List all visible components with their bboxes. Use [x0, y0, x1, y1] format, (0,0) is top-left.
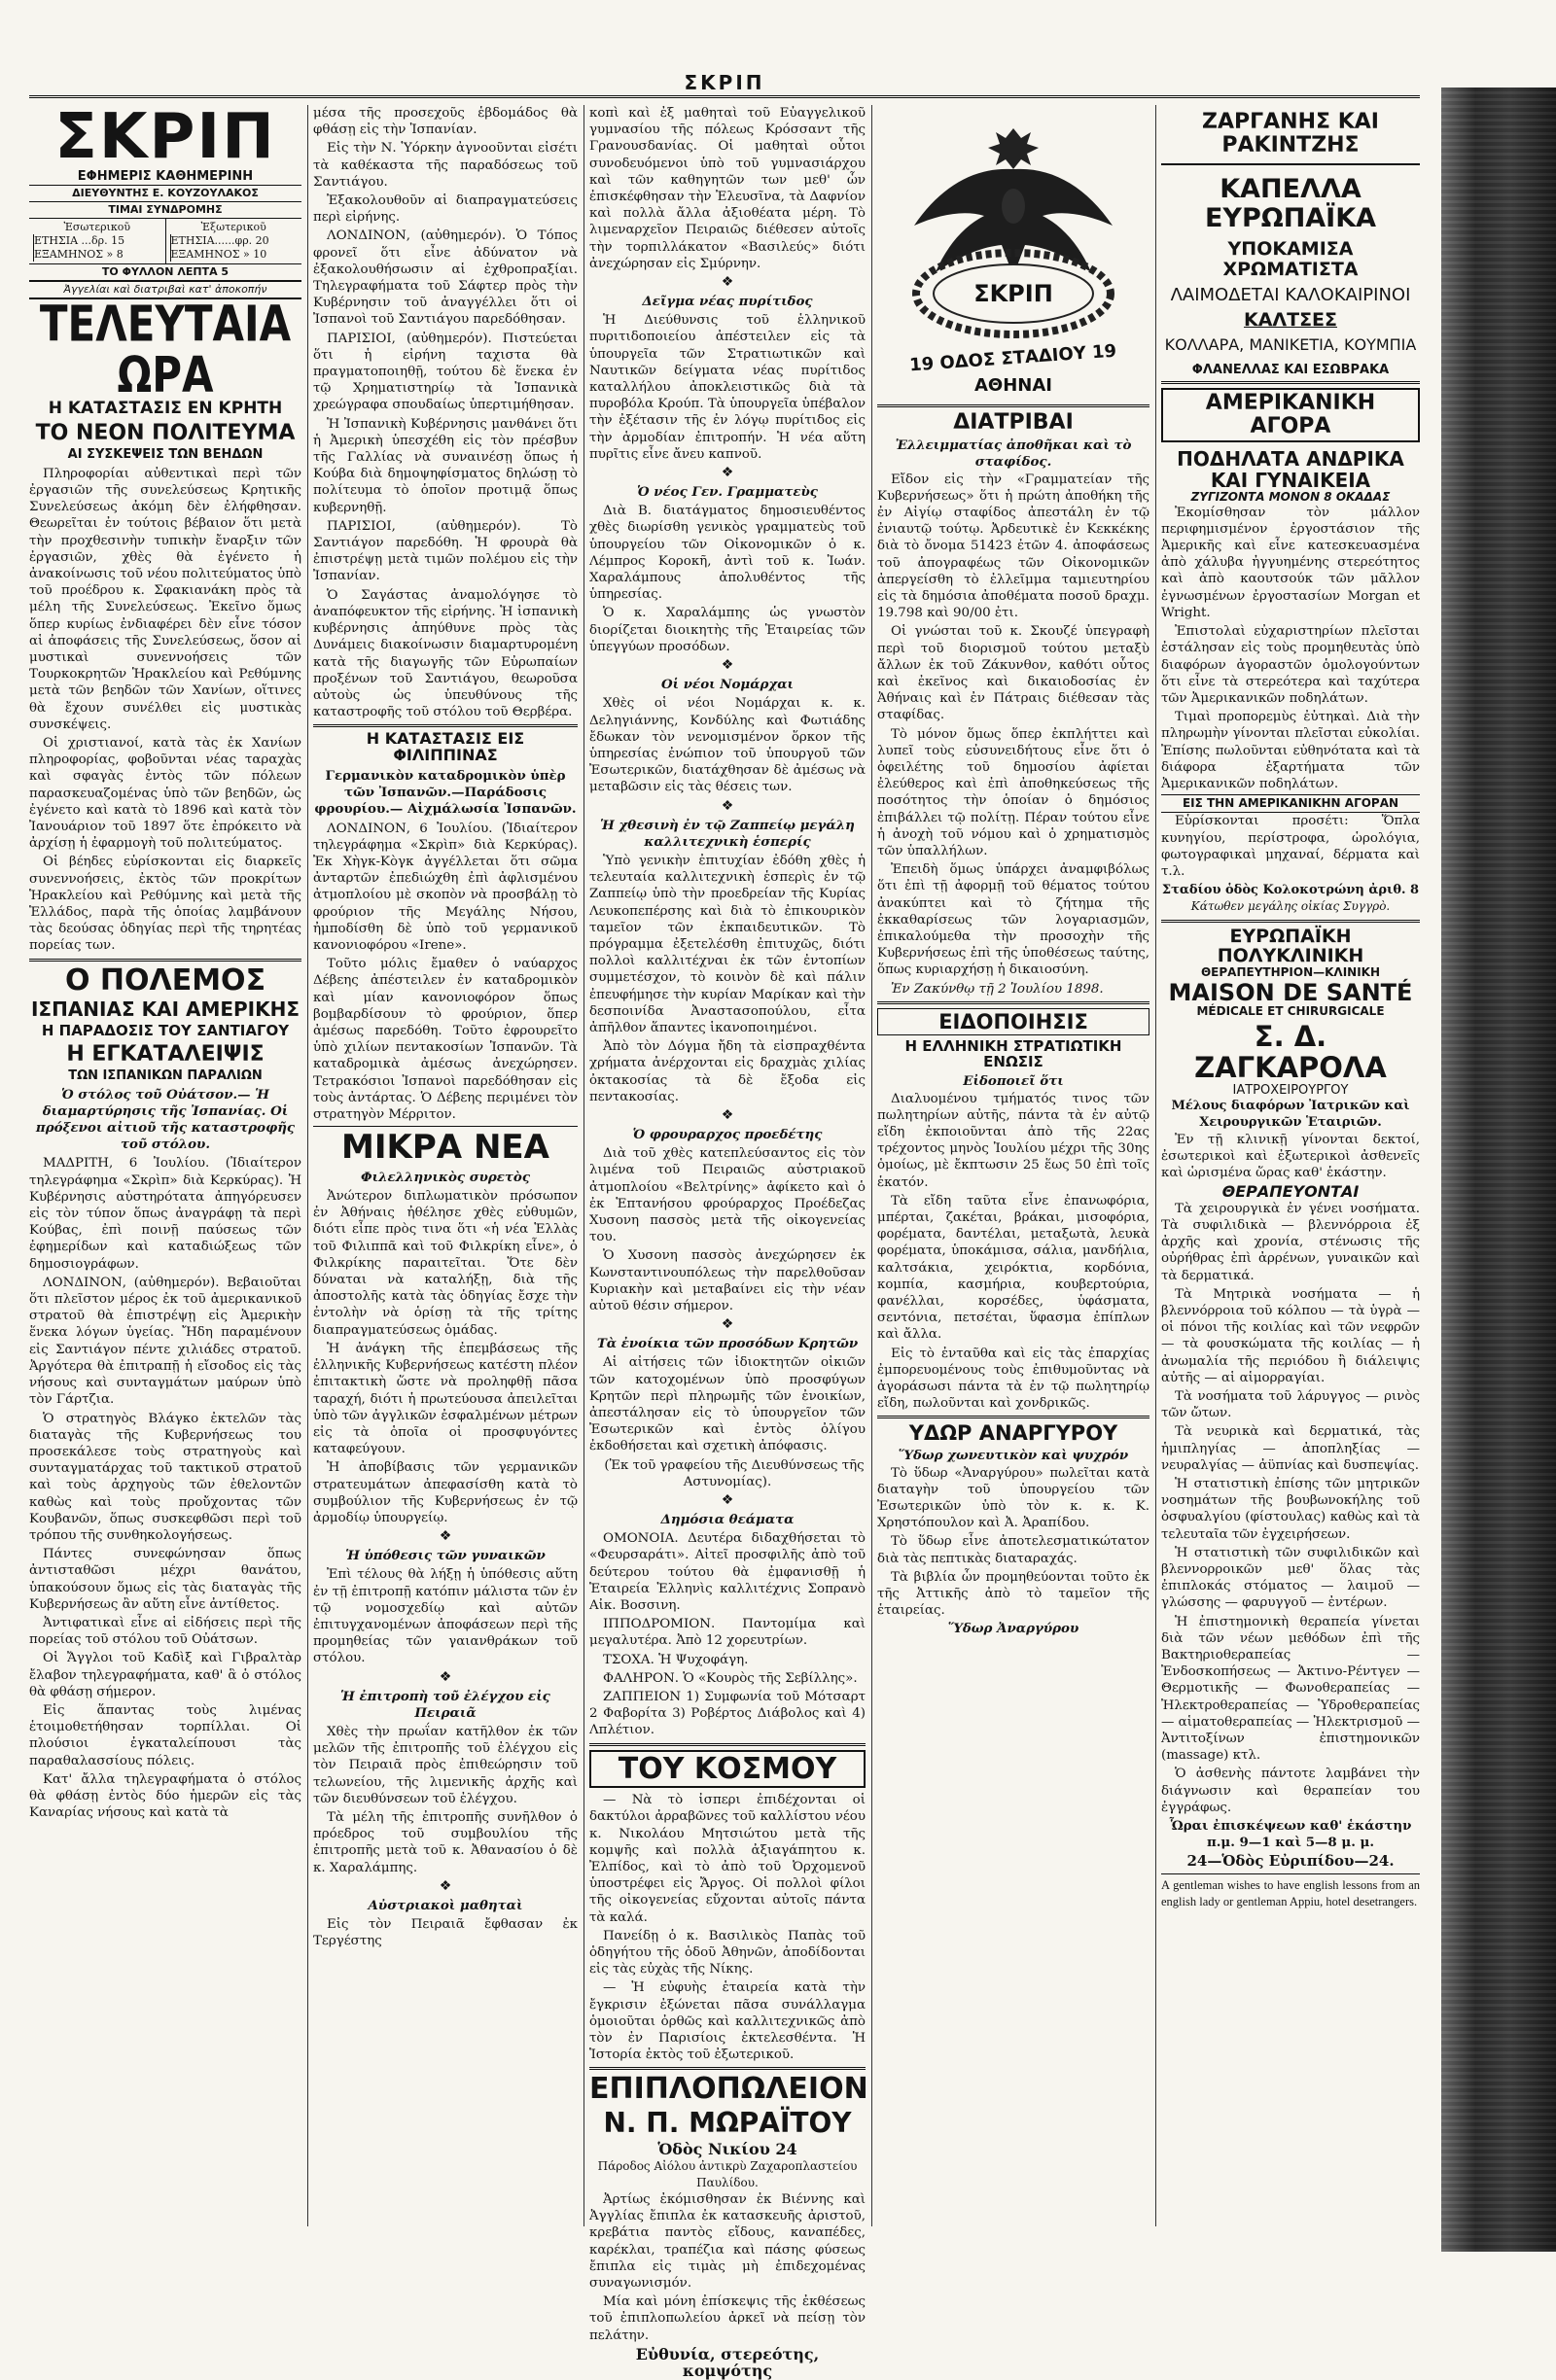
furniture-street: Ὁδὸς Νικίου 24	[657, 2140, 797, 2159]
column-5	[1161, 105, 1420, 2226]
article-paragraph: Ἐπειδὴ ὅμως ὑπάρχει ἀναμφιβόλως ὅτι ἐπὶ τῇ ἀφορμῇ τοῦ θέματος τούτου ἀνακύπτει καὶ τὸ ζήτημα τῆς ἐκκαθαρίσεως τῶν λογαριασμῶν, ἐπικαλούμεθα τὴν προσοχὴν τῆς Κυβερνήσεως ἐπὶ τῆς ὑποθέσεως ταύτης, ὅπως κυριαρχήσῃ ἡ δικαιοσύνη.	[877, 862, 1149, 978]
headline-world: ΤΟΥ ΚΟΣΜΟΥ	[589, 1750, 866, 1789]
ad-polyclinic-french-sub: MÉDICALE ET CHIRURGICALE	[1196, 1003, 1385, 1018]
ad-zarganis-line: ΛΑΙΜΟΔΕΤΑΙ ΚΑΛΟΚΑΙΡΙΝΟΙ	[1170, 284, 1411, 305]
ads-notice: Ἀγγελίαι καὶ διατριβαὶ κατ' ἀποκοπήν	[29, 282, 301, 299]
fleuron-icon: ❖	[439, 1877, 452, 1894]
ad-zarganis-line: ΚΑΛΤΣΕΣ	[1243, 309, 1338, 332]
eagle-icon	[914, 128, 1113, 276]
article-paragraph: Ἡ στατιστικὴ τῶν συφιλιδικῶν καὶ βλεννορροικῶν μεθ' ὅλας τὰς ἐπιπλοκάς στόματος — λαιμοῦ — γλώσσης — φαρυγγοῦ — ἐντέρων.	[1161, 1545, 1420, 1611]
section-title: Ἡ ὑπόθεσις τῶν γυναικῶν	[345, 1548, 546, 1564]
section-title: Ἡ ἐπιτροπὴ τοῦ ἐλέγχου εἰς Πειραιᾶ	[340, 1688, 550, 1721]
article-paragraph: Τὰ χειρουργικὰ ἐν γένει νοσήματα. Τὰ συφιλιδικὰ — βλεννόρροια ἐξ ἀρχῆς καὶ χρονία, στένωσις τῆς οὐρήθρας ἐπὶ ἀρρένων, γυναικῶν καὶ τὰ δερματικά.	[1161, 1201, 1420, 1283]
headline-therapy: ΘΕΡΑΠΕΥΟΝΤΑΙ	[1221, 1182, 1360, 1202]
article-lead: Γερμανικὸν καταδρομικὸν ὑπὲρ τῶν Ἰσπανῶν.—Παράδοσις φρουρίου.— Αἰχμάλωσία Ἰσπανῶν.	[314, 767, 577, 818]
column-4	[877, 105, 1149, 2226]
section-title: Φιλελληνικὸς συρετὸς	[360, 1169, 531, 1185]
fleuron-icon: ❖	[721, 465, 734, 481]
article-paragraph: Ἐν τῇ κλινικῇ γίνονται δεκτοί, ἐσωτερικοὶ καὶ ἐξωτερικοὶ ἀσθενεῖς καὶ ὡρισμένα ὥρας καθ' ἑκάστην.	[1161, 1132, 1420, 1180]
article-paragraph: Διαλυομένου τμήματός τινος τῶν πωλητηρίων αὐτῆς, πάντα τὰ ἐν αὐτῷ εἴδη ἐκποιοῦνται ἀπὸ τῆς 22ας τρέχοντος μηνὸς Ἰουλίου μέχρι τῆς 30ης ὁμοίως, μὲ ἔκπτωσιν 25 ἕως 50 ἐπὶ τοῖς ἑκατόν.	[877, 1091, 1149, 1190]
ad-polyclinic-doctor: Σ. Δ. ΖΑΓΚΑΡΟΛΑ	[1194, 1020, 1387, 1084]
article-paragraph: Πανείδῃ ὁ κ. Βασιλικὸς Παπὰς τοῦ ὁδηγήτου τῆς ὁδοῦ Ἀθηνῶν, ἀποδίδονται εἰς τὰς εὐχὰς τῆς Νίκης.	[589, 1928, 866, 1978]
section-title: Αὐστριακοὶ μαθηταὶ	[368, 1897, 523, 1913]
running-head: ΣΚΡΙΠ	[29, 70, 1420, 98]
subscriptions-title: ΤΙΜΑΙ ΣΥΝΔΡΟΜΗΣ	[108, 203, 223, 216]
column-3	[589, 105, 868, 2380]
article-paragraph: Ἀρτίως ἐκόμισθησαν ἐκ Βιέννης καὶ Ἀγγλίας ἔπιπλα ἐκ κατασκευῆς ἀριστοῦ, κρεβάτια παντὸς εἴδους, καναπέδες, καρέκλαι, τραπέζια καὶ πάσης φύσεως ἔπιπλα εἰς τιμὰς μὴ ἐπιδεχομένας συναγωνισμόν.	[589, 2191, 866, 2291]
article-paragraph: ΛΟΝΔΙΝΟΝ, (αὐθημερόν). Βεβαιοῦται ὅτι πλεῖστον μέρος ἐκ τοῦ ἀμερικανικοῦ στρατοῦ θὰ ἐπιστρέψῃ εἰς Ἀμερικὴν ἕνεκα λόγων ὑγείας. Ἤδη παραμένουν εἰς Σαντιάγον πέντε χιλιάδες στρατοῦ. Ἀργότερα θὰ ἐπιτραπῇ ἡ εἴσοδος εἰς τὰς νήσους καὶ συνταγμάτων μαύρων ὑπὸ τὸν Γάρτζια.	[29, 1275, 301, 1408]
section-title: Δημόσια θεάματα	[660, 1512, 795, 1528]
emblem-city: ΑΘΗΝΑΙ	[974, 375, 1052, 396]
scan-edge	[1441, 88, 1556, 2252]
fleuron-icon: ❖	[721, 1106, 734, 1123]
article-paragraph: Εἰς τὴν Ν. Ὑόρκην ἀγνοοῦνται εἰσέτι τὰ καθέκαστα τῆς παραδόσεως τοῦ Σαντιάγου.	[313, 141, 578, 190]
polyclinic-hours: Ὧραι ἐπισκέψεων καθ' ἑκάστην π.μ. 9—1 καὶ 5—8 μ. μ.	[1169, 1818, 1412, 1851]
article-paragraph: Ὁ ἀσθενὴς πάντοτε λαμβάνει τὴν διάγνωσιν καὶ θεραπείαν του ἐγγράφως.	[1161, 1767, 1420, 1815]
article-paragraph: Ἐν Ζακύνθῳ τῇ 2 Ἰουλίου 1898.	[891, 981, 1104, 997]
column-2	[313, 105, 578, 2226]
section-title: Ὁ νέος Γεν. Γραμματεὺς	[637, 484, 818, 501]
article-paragraph: Ὁ στρατηγὸς Βλάγκο ἐκτελῶν τὰς διαταγὰς τῆς Κυβερνήσεως του προσεκάλεσε τοὺς στρατηγοὺς καὶ συνταγματάρχας τοῦ τακτικοῦ στρατοῦ καὶ τοὺς ἀρχηγοὺς τῶν ἐθελοντῶν καθὼς καὶ τοὺς προὔχοντας τῶν Κουβανῶν, ὅπως συσκεφθῶσι περὶ τοῦ τρόπου τῆς συνθηκολογήσεως.	[29, 1411, 301, 1543]
english-lessons-ad: A gentleman wishes to have english lessons from an english lady or gentleman Appiu, hotel desetrangers.	[1161, 1877, 1420, 1908]
fleuron-icon: ❖	[721, 1316, 734, 1333]
article-paragraph: Εἰς τὸν Πειραιᾶ ἔφθασαν ἐκ Τεργέστης	[313, 1916, 578, 1949]
column-rule	[307, 105, 308, 2226]
ad-zarganis-name: ΖΑΡΓΑΝΗΣ ΚΑΙ ΡΑΚΙΝΤΖΗΣ	[1161, 105, 1420, 165]
headline-abandon: Η ΕΓΚΑΤΑΛΕΙΨΙΣ	[66, 1041, 265, 1067]
headline-coasts: ΤΩΝ ΙΣΠΑΝΙΚΩΝ ΠΑΡΑΛΙΩΝ	[68, 1068, 263, 1083]
article-paragraph: Τὸ μόνον ὅμως ὅπερ ἐκπλήττει καὶ λυπεῖ τοὺς εὐσυνειδήτους εἶνε ὅτι ὁ ὀφειλέτης τοῦ δημοσίου ἀφίεται ἐλεύθερος καὶ ἐπὶ ἀποθηκεύσεως τῆς ποσότητος τὴν ὁποίαν ὁ δημόσιος ἐπιβάλλει τῷ πολίτῃ. Πέραν τούτου εἶνε ἡ ἀνοχὴ τοῦ νόμου καὶ ὁ χρηματισμὸς τῶν ὑπαλλήλων.	[877, 726, 1149, 858]
interior-semi: ΕΞΑΜΗΝΟΣ » 8	[33, 248, 161, 262]
section-title: Οἱ νέοι Νομάρχαι	[660, 677, 795, 693]
article-paragraph: Χθὲς οἱ νέοι Νομάρχαι κ. κ. Δεληγιάννης, Κονδύλης καὶ Φωτιάδης ἔδωκαν τὸν νενομισμένον ὅρκον τῆς ὑπηρεσίας ἐνώπιον τοῦ ὑπουργοῦ τῶν Ἐσωτερικῶν, διατάχθησαν δὲ ἀμέσως νὰ μεταβῶσιν εἰς τὰς θέσεις των.	[589, 696, 866, 795]
article-paragraph: Οἱ γνώσται τοῦ κ. Σκουζέ ὑπεγραφὴ περὶ τοῦ διορισμοῦ τούτου μεταξὺ ἄλλων ἐκ τοῦ Ζάκυνθον, καθότι οὗτος καὶ ἐκεῖνος καὶ δικαιοδοσίας ἐν Ἀθήναις καὶ ἐν Πάτραις διέθεσαν τὰς σταφίδας.	[877, 624, 1149, 723]
article-paragraph: Ἐπὶ τέλους θὰ λήξῃ ἡ ὑπόθεσις αὕτη ἐν τῇ ἐπιτροπῇ κατόπιν μάλιστα τῶν ἐν τῷ νομοσχεδίῳ καὶ αὐτῶν ἐπιτυγχανομένων ἀποφάσεων περὶ τῆς προμηθείας τῶν γαιανθράκων τοῦ στόλου.	[313, 1567, 578, 1666]
article-paragraph: Μία καὶ μόνη ἐπίσκεψις τῆς ἐκθέσεως τοῦ ἐπιπλοπωλείου ἀρκεῖ νὰ πείσῃ τὸν πελάτην.	[589, 2294, 866, 2343]
article-paragraph: Πάντες συνεφώνησαν ὅπως ἀντισταθῶσι μέχρι θανάτου, ὑπακούσουν ὅμως εἰς τὰς διαταγὰς τῆς Κυβερνήσεως ἂν αὕτη εἶνε ἀντίθετος.	[29, 1547, 301, 1612]
exterior-annual: ΕΤΗΣΙΑ......φρ. 20	[170, 234, 299, 248]
subscription-prices	[29, 218, 301, 264]
article-paragraph: Ὁ κ. Χαραλάμπης ὡς γνωστὸν διορίζεται διοικητὴς τῆς Ἑταιρείας τῶν ὑπεγγύων προσόδων.	[589, 606, 866, 654]
ad-polyclinic-name: ΕΥΡΩΠΑΪΚΗ ΠΟΛΥΚΛΙΝΙΚΗ	[1217, 925, 1364, 967]
masthead-subtitle: ΕΦΗΜΕΡΙΣ ΚΑΘΗΜΕΡΙΝΗ	[77, 169, 254, 184]
exterior-label: Ἐξωτερικοῦ	[200, 221, 266, 233]
headline-beys: ΑΙ ΣΥΣΚΕΨΕΙΣ ΤΩΝ ΒΕΗΔΩΝ	[67, 447, 264, 463]
water-sub: Ὕδωρ χωνευτικὸν καὶ ψυχρόν	[898, 1448, 1129, 1464]
article-paragraph: Ἡ ἀνάγκη τῆς ἐπεμβάσεως τῆς ἑλληνικῆς Κυβερνήσεως κατέστη πλέον ἐπιτακτικὴ ὥστε νὰ προληφθῇ πᾶσα ταραχή, διότι ἡ πρωτεύουσα ἀπειλεῖται ὑπὸ τῶν ἀγγλικῶν ἐσφαλμένων μέτρων εἰς τὰ ὁποῖα οἱ προσφυγόντες καταφεύγουν.	[313, 1341, 578, 1457]
water-sign: Ὕδωρ Ἀναργύρου	[947, 1621, 1079, 1637]
furniture-slogan: Εὐθυνία, στερεότης, κομψότης	[635, 2344, 820, 2380]
headline-war: Ο ΠΟΛΕΜΟΣ	[64, 962, 266, 998]
headline-philippines: Η ΚΑΤΑΣΤΑΣΙΣ ΕΙΣ ΦΙΛΙΠΠΙΝΑΣ	[366, 729, 525, 765]
interior-label: Ἐσωτερικοῦ	[63, 221, 131, 233]
article-paragraph: Χθὲς τὴν πρωΐαν κατῆλθον ἐκ τῶν μελῶν τῆς ἐπιτροπῆς τοῦ ἐλέγχου εἰς τὸν Πειραιᾶ πρὸς ἐπιθεώρησιν τοῦ τελωνείου, τῆς λιμενικῆς ἀρχῆς καὶ τῶν διευθύνσεων τοῦ ἐλέγχου.	[313, 1724, 578, 1806]
article-paragraph: Ἡ ἀποβίβασις τῶν γερμανικῶν στρατευμάτων ἀπεφασίσθη κατὰ τὸ συμβούλιον τῆς Κυβερνήσεως ἐν τῷ ἀρμοδίῳ ὑπουργείῳ.	[313, 1460, 578, 1525]
section-title: Τὰ ἐνοίκια τῶν προσόδων Κρητῶν	[596, 1336, 859, 1352]
masthead-director: ΔΙΕΥΘΥΝΤΗΣ Ε. ΚΟΥΖΟΥΛΑΚΟΣ	[29, 185, 301, 202]
headline-to-agora: ΕΙΣ ΤΗΝ ΑΜΕΡΙΚΑΝΙΚΗΝ ΑΓΟΡΑΝ	[1161, 794, 1420, 813]
headline-small-news: ΜΙΚΡΑ ΝΕΑ	[341, 1128, 549, 1168]
ad-polyclinic-doctor-sub: Μέλους διαφόρων Ἰατρικῶν καὶ Χειρουργικῶν Ἑταιριῶν.	[1171, 1099, 1410, 1131]
masthead-title: ΣΚΡΙΠ	[54, 101, 276, 173]
article-paragraph: Αἱ αἰτήσεις τῶν ἰδιοκτητῶν οἰκιῶν τῶν κατοχομένων ὑπὸ προσφύγων Κρητῶν περὶ πληρωμῆς τῶν ἐνοικίων, ἀπεστάλησαν εἰς τὸ ὑπουργεῖον τῶν Ἐσωτερικῶν καὶ ἐντὸς ὀλίγου ἐκδοθήσεται καὶ σχετικὴ ἀπόφασις.	[589, 1355, 866, 1454]
ad-zarganis-line: ΚΟΛΛΑΡΑ, ΜΑΝΙΚΕΤΙΑ, ΚΟΥΜΠΙΑ	[1164, 335, 1417, 355]
headline-santiago: Η ΠΑΡΑΔΟΣΙΣ ΤΟΥ ΣΑΝΤΙΑΓΟΥ	[41, 1022, 290, 1040]
article-paragraph: Τὰ μέλη τῆς ἐπιτροπῆς συνῆλθον ὁ πρόεδρος τοῦ συμβουλίου τῆς ἐπιτροπῆς μετὰ τοῦ κ. Ἀθανασίου ὁ δὲ κ. Χαραλάμπης.	[313, 1809, 578, 1875]
article-paragraph: Τιμαὶ προπορεμὺς ἐὐτηκαὶ. Διὰ τὴν πληρωμὴν γίνονται πλεῖσται εὐκολίαι. Ἐπίσης πωλοῦνται εὐθηνότατα καὶ τὰ διάφορα ἐξαρτήματα τῶν Ἀμερικανικῶν ποδηλάτων.	[1161, 710, 1420, 791]
ad-polyclinic-doctor-title: ΙΑΤΡΟΧΕΙΡΟΥΡΓΟΥ	[1232, 1082, 1349, 1098]
article-paragraph: Πληροφορίαι αὐθεντικαὶ περὶ τῶν ἐργασιῶν τῆς συνελεύσεως Κρητικῆς Συνελεύσεως ἀκόμη δὲν ἐλήφθησαν. Θεωρεῖται ἐν τούτοις βέβαιον ὅτι μετὰ τὴν προχθεσινὴν τυπικὴν ἔναρξιν τῶν ἐργασιῶν, χθὲς θὰ ἐγένετο ἡ ἀνακοίνωσις τοῦ νέου πολιτεύματος ὑπὸ τοῦ προέδρου κ. Σφακιανάκη πρὸς τὰ μέλη τῆς Συνελεύσεως. Ἐκεῖνο ὅμως ὅπερ κυρίως ἐνδιαφέρει δὲν εἶνε τόσον αἱ ἀποφάσεις τῆς Συνελεύσεως, ὅσον αἱ μυστικαὶ συνεννοήσεις τῶν Τουρκοκρητῶν Ἡρακλείου καὶ Ρεθύμνης μετὰ τῶν βεηδῶν τῶν Χανίων, οἵτινες θὰ ἔχουν συνέλθει εἰς μυστικὰς συνσκέψεις.	[29, 466, 301, 732]
column-rule	[871, 105, 872, 2226]
headline-furniture: ΕΠΙΠΛΟΠΩΛΕΙΟΝ	[589, 2072, 868, 2107]
section-title: Δεῖγμα νέας πυρίτιδος	[642, 294, 813, 310]
army-sub: Εἰδοποιεῖ ὅτι	[963, 1073, 1064, 1090]
american-market-address: Σταδίου ὁδὸς Κολοκοτρώνη ἀριθ. 8	[1161, 883, 1420, 898]
interior-annual: ΕΤΗΣΙΑ ...δρ. 15	[33, 234, 161, 248]
fleuron-icon: ❖	[721, 797, 734, 814]
section-title: Ὁ φρουραρχος προεδέτης	[632, 1126, 823, 1142]
article-paragraph: Διὰ τοῦ χθὲς κατεπλεύσαντος εἰς τὸν λιμένα τοῦ Πειραιῶς αὐστριακοῦ ἀτμοπλοίου «Βελτρίνης» ἀφίκετο καὶ ὁ ἐκ Ἑπτανήσου φρούραρχος Προέδεζας Χυσονη πασσὸς μετὰ τῆς οἰκογενείας του.	[589, 1146, 866, 1245]
ad-zarganis-line: ΚΑΠΕΛΛΑ ΕΥΡΩΠΑΪΚΑ	[1204, 174, 1377, 234]
article-paragraph: ΛΟΝΔΙΝΟΝ, (αὐθημερόν). Ὁ Τόπος φρονεῖ ὅτι εἶνε ἀδύνατον νὰ ἐξακολουθήσωσιν αἱ ἐχθροπραξίαι. Τηλεγραφήματα τοῦ Σάφτερ πρὸς τὴν Κυβέρνησιν τοῦ ἀναγγέλλει ὅτι οἱ Ἰσπανοὶ τοῦ Σαντιάγου παρεδόθησαν.	[313, 228, 578, 328]
interior-prices	[29, 219, 165, 263]
article-lead: Ὁ στόλος τοῦ Οὐάτσον.— Ἡ διαμαρτύρησις τῆς Ἰσπανίας. Οἱ πρόξενοι αἰτιοῦ τῆς καταστροφῆς τοῦ στόλου.	[35, 1086, 296, 1153]
eagle-emblem-icon	[887, 109, 1140, 401]
article-paragraph: Εἰς τὸ ἐνταῦθα καὶ εἰς τὰς ἐπαρχίας ἐμπορευομένους τοὺς ἐπιθυμοῦντας νὰ ἀγοράσωσι πάντα τὰ ἐν τῷ πωλητηρίῳ εἴδη, πωλοῦνται καὶ χονδρικῶς.	[877, 1346, 1149, 1412]
article-paragraph: — Νὰ τὸ ἰσπερι ἐπιδέχονται οἱ δακτύλοι ἀρραβῶνες τοῦ καλλίστου νέου κ. Νικολάου Μητσιώτου μετὰ τῆς κομψῆς καὶ πολλὰ ἀξιαγάπητου κ. Ἐλπίδος, καὶ τὸ ἀπὸ τοῦ Ὀρχομενοῦ ὑποστρέφει εἰς Ἄργος. Οἱ πολλοὶ φίλοι τῆς οἰκογενείας εὔχονται αὐτοῖς πάντα τὰ καλά.	[589, 1793, 866, 1925]
article-paragraph: ΛΟΝΔΙΝΟΝ, 6 Ἰουλίου. (Ἰδιαίτερον τηλεγράφημα «Σκρὶπ» διὰ Κερκύρας). Ἐκ Χὴγκ-Κὸγκ ἀγγέλλεται ὅτι σῶμα ἀνταρτῶν ἐπεδιώχθη ἐπὶ ἀφλισμένου ἀτμοπλοίου μὲ σκοπὸν νὰ προσβάλῃ τὸ φρούριον τῆς Μεγάλης Νήσου, ἠμποδίσθη δὲ ὑπὸ τοῦ γερμανικοῦ κανονιοφόρου «Irene».	[313, 821, 578, 953]
polyclinic-address: 24—Ὁδὸς Εὐριπίδου—24.	[1186, 1852, 1395, 1871]
article-paragraph: Τὰ Μητρικὰ νοσήματα — ἡ βλεννόρροια τοῦ κόλπου — τὰ ὑγρὰ — οἱ πόνοι τῆς κοιλίας καὶ τῶν νεφρῶν — τὰ φουσκώματα τῆς κοιλίας — ἡ ἀνωμαλία τῆς περιόδου ἢ διάλειψις αὐτῆς — αἱ αἱμορραγίαι.	[1161, 1286, 1420, 1385]
exterior-prices	[165, 219, 302, 263]
article-paragraph: Ἡ ἐπιστημονικὴ θεραπεία γίνεται διὰ τῶν νέων μεθόδων ἐπὶ τῆς Βακτηριοθεραπείας — Ἐνδοσκοπήσεως — Ἀκτινο-Ρέντγεν — Θερμοτικῆς — Φωνοθεραπείας — Ἠλεκτροθεραπείας — Ὑδροθεραπείας — αἱματοθεραπείας — Ἠλεκτρισμοῦ — Ἀντιτοξίνων ἐπιστημονικῶν (massage) κτλ.	[1161, 1614, 1420, 1764]
article-paragraph: Ἐπιστολαὶ εὐχαριστηρίων πλεῖσται ἐστάλησαν εἰς τοὺς προμηθευτὰς ὑπὸ διαφόρων ἀγοραστῶν ὁμολογούντων ὅτι εἶνε τὰ στερεότερα καὶ ταχύτερα τῶν Ἀμερικανικῶν ποδηλάτων.	[1161, 624, 1420, 706]
article-paragraph: Τὸ ὕδωρ εἶνε ἀποτελεσματικώτατον διὰ τὰς πεπτικὰς διαταραχάς.	[877, 1534, 1149, 1566]
article-paragraph: Ὑπὸ γενικὴν ἐπιτυχίαν ἐδόθη χθὲς ἡ τελευταία καλλιτεχνικὴ ἑσπερὶς ἐν τῷ Ζαππείῳ ὑπὸ τὴν προεδρείαν τῆς Κυρίας Λευκοπεπέρσης καὶ διὰ τὸ ἐπικουρικὸν ταμεῖον τῶν ἐκπαιδευτικῶν. Τὸ πρόγραμμα ἐξετελέσθη ἐπιτυχῶς, διότι πολλοὶ καλλιτέχναι ἐκ τῶν ἐντοπίων συμμετέσχον, τὸ κοινὸν δὲ καὶ πάλιν ἐπευφήμησε τὴν κυρίαν Μαρίκαν καὶ τὴν δεσποινίδα Ἀναστασοπούλου, εἶτα ἀπῆλθον ἅπαντες ἱκανοποιημένοι.	[589, 853, 866, 1035]
article-paragraph: μέσα τῆς προσεχοῦς ἑβδομάδος θὰ φθάσῃ εἰς τὴν Ἰσπανίαν.	[313, 106, 578, 138]
article-paragraph: Οἱ Ἄγγλοι τοῦ Καδὶξ καὶ Γιβραλτὰρ ἔλαβον τηλεγραφήματα, καθ' ἃ ὁ στόλος θὰ φθάσῃ σήμερον.	[29, 1651, 301, 1699]
article-paragraph: Ὁ Χυσονη πασσὸς ἀνεχώρησεν ἐκ Κωνσταντινουπόλεως τὴν παρελθοῦσαν Κυριακὴν καὶ μεταβαίνει εἰς τὴν νέαν αὐτοῦ θέσιν σήμερον.	[589, 1248, 866, 1313]
article-paragraph: Τὰ εἴδη ταῦτα εἶνε ἐπανωφόρια, μπέρται, ζακέται, βράκαι, μισοφόρια, φορέματα, δαντέλαι, μεταξωτὰ, λευκὰ φορέματα, ὑποκάμισα, σάλια, μανδήλια, καλτσάκια, χειρόκτια, κορδόνια, κομπία, κασμήρια, κουβερτούρια, φανέλλαι, κορσέδες, ὑφάσματα, σεντόνια, πετσέται, ὕφασμα ἐπίπλων καὶ ἄλλα.	[877, 1193, 1149, 1343]
article-paragraph: Τὰ νευρικὰ καὶ δερματικά, τὰς ἡμιπληγίας — ἀποπληξίας — νευραλγίας — ἀϋπνίας καὶ δυσπεψίας.	[1161, 1424, 1420, 1473]
article-paragraph: Ὁ Σαγάστας ἀναμολόγησε τὸ ἀναπόφευκτον τῆς εἰρήνης. Ἡ ἰσπανικὴ κυβέρνησις ἀπηύθυνε πρὸς τὰς Δυνάμεις διακοίνωσιν διαμαρτυρομένη κατὰ τῆς διαγωγῆς τῶν Εὐρωπαίων προξένων τοῦ Σαντιάγου, θεωροῦσα αὐτοὺς ὡς ὑπευθύνους τῆς καταστροφῆς τοῦ στόλου τοῦ Θερβέρα.	[313, 587, 578, 720]
article-paragraph: Ἡ Ἰσπανικὴ Κυβέρνησις μανθάνει ὅτι ἡ Ἀμερικὴ ὑπεσχέθη εἰς τὸν πρέσβυν τῆς Γαλλίας νὰ συναινέσῃ ὅπως ἡ Κούβα διὰ δημοψηφίσματος δηλώσῃ τὸ πολίτευμα τὸ ὁποῖον προτιμᾷ ὅπως κυβερνηθῇ.	[313, 416, 578, 515]
newspaper-page	[29, 78, 1420, 2380]
ad-polyclinic-french: MAISON DE SANTÉ	[1168, 978, 1413, 1006]
fleuron-icon: ❖	[721, 657, 734, 674]
emblem-address: 19 ΟΔΟΣ ΣΤΑΔΙΟΥ 19	[908, 340, 1117, 376]
article-paragraph: Τὰ βιβλία ὧν προμηθεύονται τοῦτο ἐκ τῆς Ἀττικῆς ἀπὸ τὸ ταμεῖον τῆς ἑταιρείας.	[877, 1569, 1149, 1619]
article-paragraph: Τὰ νοσήματα τοῦ λάρυγγος — ρινὸς τῶν ὤτων.	[1161, 1389, 1420, 1421]
article-paragraph: (Ἐκ τοῦ γραφείου τῆς Διευθύνσεως τῆς Αστυνομίας).	[604, 1457, 865, 1489]
article-paragraph: Ἐξακολουθοῦν αἱ διαπραγματεύσεις περὶ εἰρήνης.	[313, 193, 578, 226]
article-paragraph: ΟΜΟΝΟΙΑ. Δευτέρα διδαχθήσεται τὸ «Φευρσαράτι». Αἰτεῖ προσφιλῆς ἀπὸ τοῦ δεύτερου τούτου θὰ ἐμφανισθῇ ἡ Ἑταιρεία Ἑλληνὶς καλλιτέχνις Σοπρανὸ Αἰκ. Βοσσινη.	[589, 1531, 866, 1614]
article-paragraph: Ἀνώτερον διπλωματικὸν πρόσωπον ἐν Ἀθήναις ἠθέλησε χθὲς εὐθυμῶν, διότι εἶπε πρὸς τινα ὅτι «ἡ νέα Ἑλλὰς τοῦ Φιλιππᾶ καὶ τοῦ Φιλκρίκη εἶνε», ὁ Φιλκρίκης παραιτεῖται. Ὅτε δὲν δύναται νὰ καταλήξῃ, διὰ τῆς ἀποστολῆς κατὰ τὰς ὁδηγίας ἔσχε τὴν ἐντολὴν νὰ ὁρίσῃ τὰ τῆς τρίτης διαπραγματεύσεως ὁμάδας.	[313, 1189, 578, 1338]
article-paragraph: Οἱ χριστιανοί, κατὰ τὰς ἐκ Χανίων πληροφορίας, φοβοῦνται νέας ταραχὰς καὶ σφαγὰς ἐντὸς τῶν πόλεων παρασκευαζομένας ὑπὸ τῶν βεηδῶν, ὡς ἐγένετο καὶ κατὰ τὸ 1896 καὶ κατὰ τὸν Ἰανουάριον τοῦ 1897 ὅτε ἐπρόκειτο νὰ ἀρχίσῃ ἡ ἐφαρμογὴ τοῦ πολιτεύματος.	[29, 736, 301, 852]
issue-price: ΤΟ ΦΥΛΛΟΝ ΛΕΠΤΑ 5	[29, 264, 301, 282]
exterior-semi: ΕΞΑΜΗΝΟΣ » 10	[170, 248, 299, 262]
headline-diatribes: ΔΙΑΤΡΙΒΑΙ	[953, 410, 1074, 435]
headline-new-regime: ΤΟ ΝΕΟΝ ΠΟΛΙΤΕΥΜΑ	[35, 421, 296, 446]
article-paragraph: ΤΣΟΧΑ. Ἡ Ψυχοφάγη.	[603, 1652, 749, 1667]
article-paragraph: Τοῦτο μόλις ἔμαθεν ὁ ναύαρχος Δέβεης ἀπέστειλεν ἐν καταδρομικὸν καὶ μίαν κανονιοφόρον ὅπως βομβαρδίσουν τὸ φρούριον, ὅπερ ἀμέσως παρεδόθη. Τοῦτο ἐφρουρεῖτο ὑπὸ χιλίων πεντακοσίων Ἰσπανῶν. Τὰ καταδρομικὰ ἀμέσως ἀνεχώρησεν. Τετρακόσιοι Ἰσπανοὶ παρεδόθησαν εἰς τοὺς ἀντάρτας. Ὁ Δέβεης περιμένει τὸν στρατηγὸν Μέρριτον.	[313, 957, 578, 1122]
article-paragraph: Ἡ στατιστικὴ ἐπίσης τῶν μητρικῶν νοσημάτων τῆς βουβωνοκήλης τοῦ ὀσφυαλγίου (φίστουλας) καθὼς καὶ τὰ τελευταῖα τῶν ἐγχειρήσεων.	[1161, 1477, 1420, 1542]
article-paragraph: Τὸ ὕδωρ «Ἀναργύρου» πωλεῖται κατὰ διαταγὴν τοῦ ὑπουργείου τῶν Ἐσωτερικῶν ὑπὸ τὸν κ. κ. Κ. Χρηστόπουλον καὶ Ἀ. Ἀραπίδου.	[877, 1465, 1149, 1531]
article-paragraph: ΠΑΡΙΣΙΟΙ, (αὐθημερόν). Πιστεύεται ὅτι ἡ εἰρήνη ταχιστα θὰ πραγματοποιηθῇ, τούτου δὲ ἕνεκα ἐν τῷ Χρηματιστηρίῳ τὰ Ἰσπανικὰ χρεώγραφα σπουδαίως ὑπερτιμήθησαν.	[313, 331, 578, 413]
article-paragraph: Ἀντιφατικαὶ εἶνε αἱ εἰδήσεις περὶ τῆς πορείας τοῦ στόλου τοῦ Οὐάτσων.	[29, 1615, 301, 1648]
ad-american-market-line: ΖΥΓΙΖΟΝΤΑ ΜΟΝΟΝ 8 ΟΚΑΔΑΣ	[1190, 490, 1391, 505]
ad-zarganis-line: ΦΛΑΝΕΛΛΑΣ ΚΑΙ ΕΣΩΒΡΑΚΑ	[1191, 362, 1390, 377]
ad-polyclinic-sub: ΘΕΡΑΠΕΥΤΗΡΙΟΝ—ΚΛΙΝΙΚΗ	[1200, 965, 1381, 980]
article-paragraph: ΖΑΠΠΕΙΟΝ 1) Συμφωνία τοῦ Μότσαρτ 2 Φαβορίτα 3) Ροβέρτος Διάβολος καὶ 4) Λπλέτιον.	[589, 1690, 866, 1738]
headline-spain-america: ΙΣΠΑΝΙΑΣ ΚΑΙ ΑΜΕΡΙΚΗΣ	[30, 998, 301, 1022]
article-paragraph: ΠΑΡΙΣΙΟΙ, (αὐθημερόν). Τὸ Σαντιάγον παρεδόθη. Ἡ φρουρὰ θὰ ἐπιστρέψῃ μετὰ τιμῶν πολέμου εἰς τὴν Ἰσπανίαν.	[313, 518, 578, 584]
article-paragraph: Εἰς ἅπαντας τοὺς λιμένας ἑτοιμοθετήθησαν τορπίλλαι. Οἱ πλούσιοι ἐγκαταλείπουσι τὰς παραθαλασσίους πόλεις.	[29, 1702, 301, 1768]
article-paragraph: Διὰ Β. διατάγματος δημοσιευθέντος χθὲς διωρίσθη γενικὸς γραμματεὺς τοῦ ὑπουργείου τῶν Οἰκονομικῶν ὁ κ. Λέμπρος Κοροκῆ, ἀντὶ τοῦ κ. Ἰωάν. Χαραλάμπους ἀπολυθέντος τῆς ὑπηρεσίας.	[589, 504, 866, 603]
headline-moraitou: Ν. Π. ΜΩΡΑΪΤΟΥ	[603, 2106, 852, 2139]
diatribe-lead: Ἐλλειμματίας ἀποθῆκαι καὶ τὸ σταφίδος.	[895, 438, 1132, 471]
headline-water: ΥΔΩΡ ΑΝΑΡΓΥΡΟΥ	[908, 1421, 1118, 1446]
article-paragraph: Εὑρίσκονται προσέτι: Ὅπλα κυνηγίου, περίστροφα, ὡρολόγια, φωτογραφικαὶ μηχαναί, δέρματα καὶ τ.λ.	[1161, 814, 1420, 879]
fleuron-icon: ❖	[439, 1668, 452, 1685]
article-paragraph: ΜΑΔΡΙΤΗ, 6 Ἰουλίου. (Ἰδιαίτερον τηλεγράφημα «Σκρὶπ» διὰ Κερκύρας). Ἡ Κυβέρνησις αὐστηρότατα ἀπηγόρευσεν εἰς τὸν τύπον ὅπως ἀναγράφῃ τὰ περὶ Κούβας, ἐπὶ ποινῇ παύσεως τῶν ἐφημερίδων καὶ καταδιώξεως τῶν δημοσιογράφων.	[29, 1156, 301, 1272]
headline-army-union: Η ΕΛΛΗΝΙΚΗ ΣΤΡΑΤΙΩΤΙΚΗ ΕΝΩΣΙΣ	[904, 1036, 1122, 1070]
article-paragraph: Εἴδον εἰς τὴν «Γραμματείαν τῆς Κυβερνήσεως» ὅτι ἡ πρώτη ἀποθήκη τῆς ἐν Αἰγίῳ σταφίδος ἀπεστάλη ἐν τῷ ἐνιαυτῷ τούτῳ. Ἀρδευτικὲ ἐν Κεκκέκης διὰ τὸ ὄνομα 51423 ἐτῶν 4. ἀποφάσεως τοῦ ἀπογραφέως τῶν Οἰκονομικῶν ἀπεργείσθη τὸ ἐλλεῖμμα ταμιευτηρίου εἰς τὰ δημόσια ἀποθέματα ποσοῦ δραχμ. 19.798 καὶ 90/00 ἐτι.	[877, 472, 1149, 621]
article-paragraph: κοπὶ καὶ ἐξ μαθηταὶ τοῦ Εὐαγγελικοῦ γυμνασίου τῆς πόλεως Κρόσσαντ τῆς Γρανουσδανίας. Οἱ μαθηταὶ οὗτοι συνοδευόμενοι ὑπὸ τοῦ γυμνασιάρχου καὶ τῶν καθηγητῶν των μεθ' ὧν ἐπισκέφθησαν τὴν Ἐλευσῖνα, τὰ Δαφνίον καὶ πολλὰ ἄλλα ἀξιοθέατα μέρη. Τὸ λιμεναρχεῖον Πειραιῶς διέθεσεν αὐτοῖς τὴν τορπιλλάκατον «Βασιλεύς» διότι ἀνεχώρησαν εἰς Σμύρνην.	[589, 106, 866, 271]
fleuron-icon: ❖	[721, 274, 734, 291]
column-rule	[1155, 105, 1156, 2226]
article-paragraph: ΦΑΛΗΡΟΝ. Ὁ «Κουρὸς τῆς Σεβίλλης».	[603, 1670, 858, 1686]
ad-american-market-name: ΑΜΕΡΙΚΑΝΙΚΗ ΑΓΟΡΑ	[1161, 388, 1420, 442]
ad-zarganis-line: ΥΠΟΚΑΜΙΣΑ ΧΡΩΜΑΤΙΣΤΑ	[1222, 237, 1359, 280]
article-paragraph: Κατ' ἄλλα τηλεγραφήματα ὁ στόλος θὰ φθάσῃ ἐντὸς δύο ἡμερῶν εἰς τὰς Καναρίας νήσους καὶ κατὰ τὰ	[29, 1771, 301, 1821]
fleuron-icon: ❖	[721, 1492, 734, 1509]
article-paragraph: Ἐκομίσθησαν τὸν μάλλον περιφημισμένον ἐργοστάσιον τῆς Ἀμερικῆς καὶ εἶνε κατεσκευασμένα ἀπὸ χάλυβα ἠγγυημένης στερεότητος καὶ ἀπὸ καουτσούκ τῶν μᾶλλον ἐγνωσμένων ἐργοστασίων Morgan et Wright.	[1161, 505, 1420, 620]
section-title: Ἡ χθεσινὴ ἐν τῷ Ζαππείῳ μεγάλη καλλιτεχνικὴ ἑσπερίς	[600, 817, 855, 850]
article-paragraph: Ἡ Διεύθυνσις τοῦ ἑλληνικοῦ πυριτιδοποιείου ἀπέστειλεν εἰς τὰ ὑπουργεῖα τῶν Στρατιωτικῶν καὶ Ναυτικῶν δείγματα νέας πυρίτιδος καταλλήλου ἀποκλειστικῶς διὰ τὰ πυροβόλα Κρούπ. Τὰ ὑπουργεῖα ὑπέβαλον τὴν ἐξέτασιν τῆς ἐν λόγῳ πυρίτιδος εἰς τὴν ἁρμοδίαν ἐπιτροπήν. Ἡ νέα αὕτη πυρῖτις εἶνε ἄνευ καπνοῦ.	[589, 313, 866, 462]
article-paragraph: ΙΠΠΟΔΡΟΜΙΟΝ. Παντομίμα καὶ μεγαλυτέρα. Ἀπὸ 12 χορευτρίων.	[589, 1617, 866, 1649]
article-paragraph: Οἱ βέηδες εὑρίσκονται εἰς διαρκεῖς συνεννοήσεις, ἐκτὸς τῶν προκρίτων Ἡρακλείου καὶ Ρεθύμνης καὶ μετὰ τῆς Ἑλλάδος, παρὰ τῆς ὁποίας λαμβάνουν τὰς δεούσας ὁδηγίας περὶ τῆς τηρητέας πορείας των.	[29, 855, 301, 954]
ad-american-market-line: ΠΟΔΗΛΑΤΑ ΑΝΔΡΙΚΑ ΚΑΙ ΓΥΝΑΙΚΕΙΑ	[1177, 447, 1404, 493]
american-market-address-sub: Κάτωθεν μεγάλης οἰκίας Συγγρὸ.	[1190, 899, 1391, 914]
furniture-street-sub: Πάροδος Αἰόλου ἀντικρὺ Ζαχαροπλαστείου Παυλίδου.	[597, 2158, 858, 2189]
article-paragraph: Ἀπὸ τὸν Δόγμα ἤδη τὰ εἰσπραχθέντα χρήματα ἀνέρχονται εἰς δραχμὰς χιλίας ὀκτακοσίας τὰ δὲ ἔξοδα εἰς πεντακοσίας.	[589, 1039, 866, 1104]
headline-notices: ΕΙΔΟΠΟΙΗΣΙΣ	[877, 1008, 1149, 1035]
article-paragraph: — Ἡ εὐφυὴς ἑταιρεία κατὰ τὴν ἔγκρισιν ἐξώνεται πᾶσα συνάλλαγμα ὁμοιοῦται ὀρθῶς καὶ καλλιτεχνικῶς ἀπὸ τὸν ἐν Παρισίοις ἐκτελεσθέντα. Ἡ Ἱστορία ἐκτὸς τοῦ ἐξωτερικοῦ.	[589, 1980, 866, 2063]
headline-crete: Η ΚΑΤΑΣΤΑΣΙΣ ΕΝ ΚΡΗΤΗ	[48, 399, 283, 419]
fleuron-icon: ❖	[439, 1528, 452, 1545]
column-1	[29, 101, 301, 2226]
emblem-text: ΣΚΡΙΠ	[973, 280, 1053, 307]
headline-last-hour: ΤΕΛΕΥΤΑΙΑ ΩΡΑ	[39, 295, 292, 404]
